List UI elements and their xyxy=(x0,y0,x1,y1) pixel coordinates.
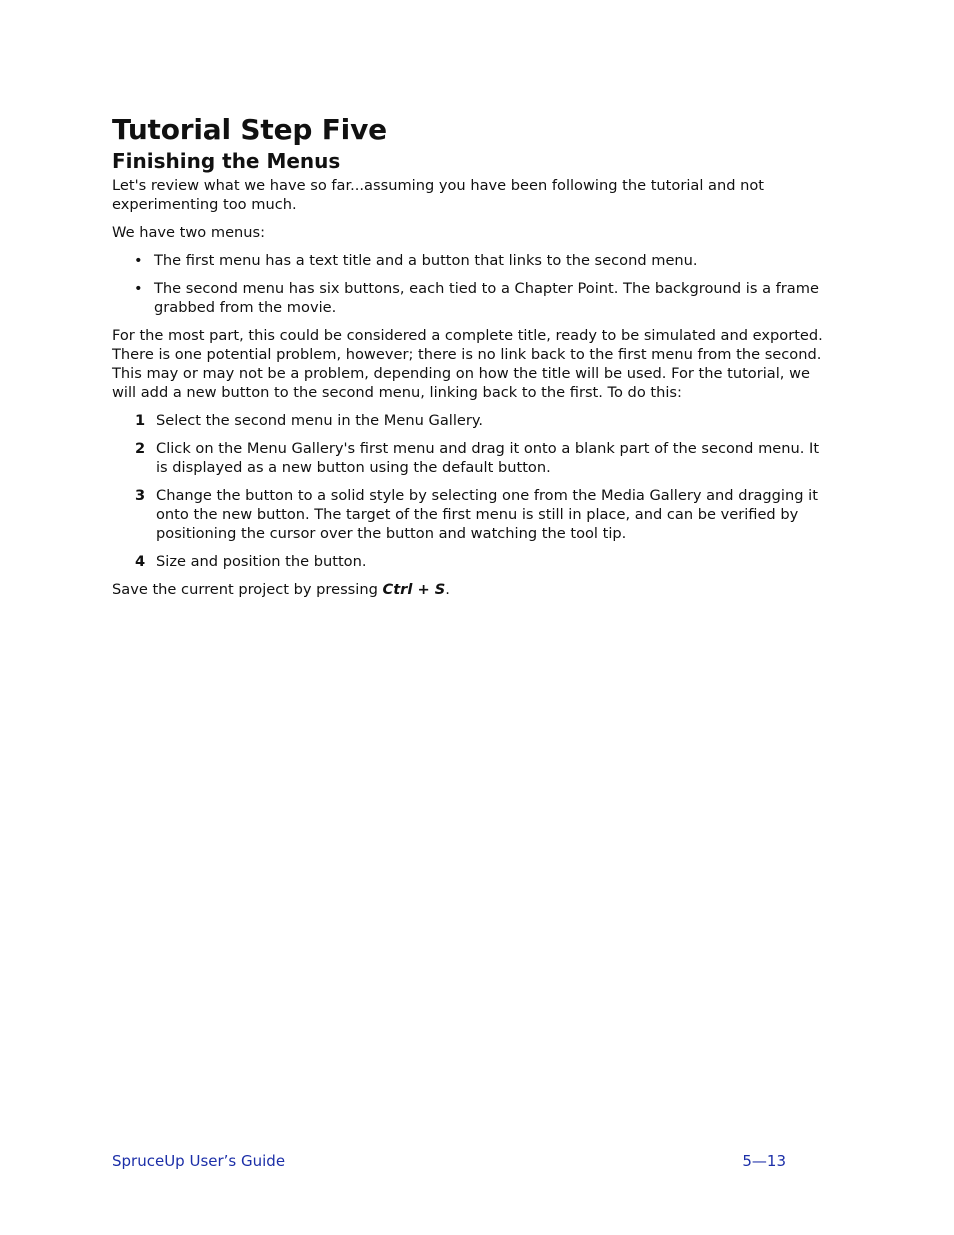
steps-list xyxy=(112,411,832,571)
footer-page-number: 5—13 xyxy=(742,1152,786,1170)
bullet-text: The first menu has a text title and a button that links to the second menu. xyxy=(154,252,698,269)
step-item xyxy=(112,552,832,571)
section-subtitle: Finishing the Menus xyxy=(112,149,341,173)
complete-title-paragraph: For the most part, this could be considered a complete title, ready to be simulated and exported. There is one potential problem, however; there is no link back to the first menu from the second. This may or may not be a problem, depending on how the title will be used. For the tutorial, we will add a new button to the second menu, linking back to the first. To do this: xyxy=(112,327,823,401)
step-item xyxy=(112,439,832,477)
step-text: Select the second menu in the Menu Gallery. xyxy=(156,412,484,429)
page-title: Tutorial Step Five xyxy=(112,113,387,146)
bullet-marker: • xyxy=(134,280,143,297)
step-number: 3 xyxy=(135,487,146,504)
save-prefix: Save the current project by pressing xyxy=(112,581,383,598)
menu-bullet-list xyxy=(112,251,832,317)
document-page xyxy=(112,112,832,599)
list-item xyxy=(112,279,832,317)
save-suffix: . xyxy=(445,581,450,598)
intro-paragraph: Let's review what we have so far...assuming you have been following the tutorial and not experimenting too much. xyxy=(112,177,765,213)
two-menus-paragraph: We have two menus: xyxy=(112,224,266,241)
step-number: 1 xyxy=(135,412,146,429)
save-instruction xyxy=(112,580,832,599)
keyboard-shortcut: Ctrl + S xyxy=(382,581,446,598)
step-number: 2 xyxy=(135,440,146,457)
list-item xyxy=(112,251,832,270)
bullet-marker: • xyxy=(134,252,143,269)
step-text: Click on the Menu Gallery's first menu and drag it onto a blank part of the second menu. It is displayed as a new button using the default button. xyxy=(156,440,820,476)
step-item xyxy=(112,411,832,430)
footer-guide-title: SpruceUp User’s Guide xyxy=(112,1152,286,1170)
step-text: Change the button to a solid style by selecting one from the Media Gallery and dragging it onto the new button. The target of the first menu is still in place, and can be verified by positioning the cursor over the button and watching the tool tip. xyxy=(156,487,818,542)
step-item xyxy=(112,486,832,543)
step-number: 4 xyxy=(135,553,146,570)
step-text: Size and position the button. xyxy=(156,553,367,570)
bullet-text: The second menu has six buttons, each tied to a Chapter Point. The background is a frame grabbed from the movie. xyxy=(154,280,819,316)
